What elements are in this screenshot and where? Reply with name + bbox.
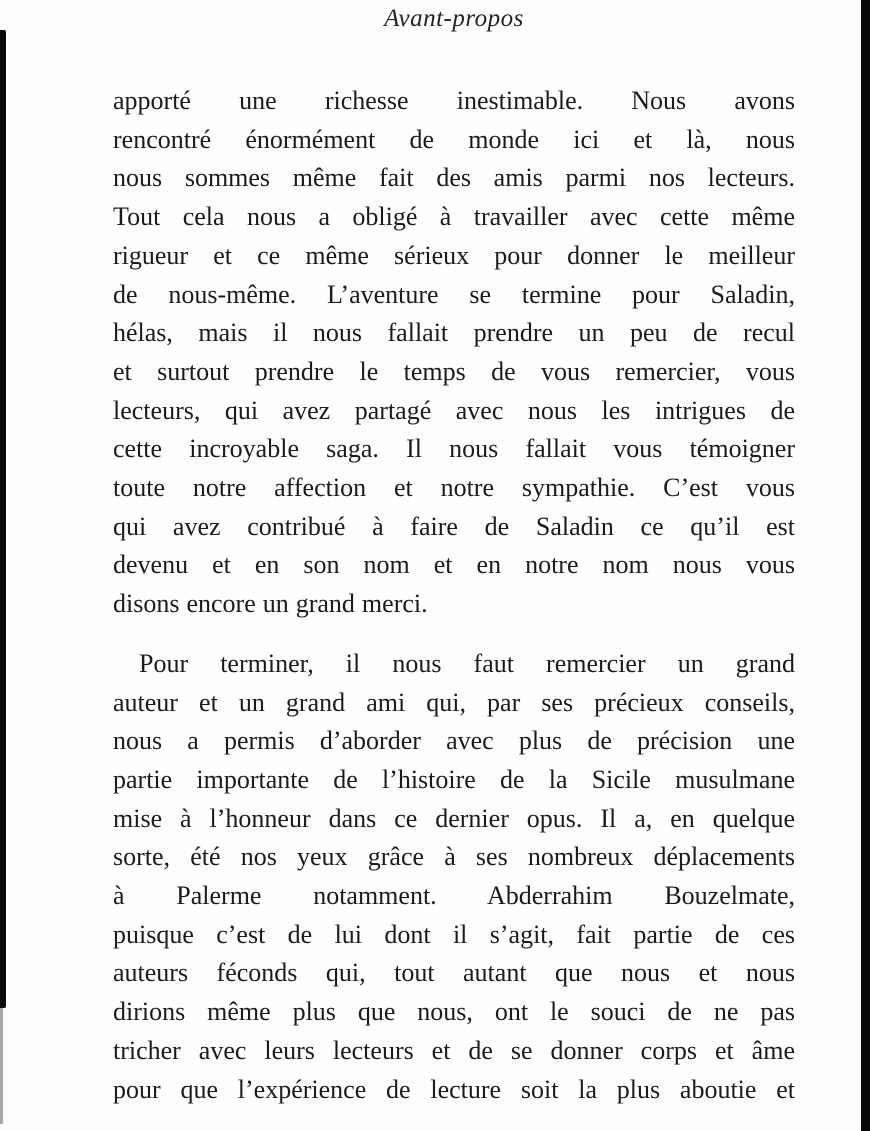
text-line: et surtout prendre le temps de vous remercier, vous	[113, 356, 795, 386]
text-line: de nous-même. L’aventure se termine pour Saladin,	[113, 279, 795, 309]
running-header: Avant-propos	[384, 5, 524, 32]
text-line: hélas, mais il nous fallait prendre un peu de recul	[113, 318, 795, 348]
text-line: à Palerme notamment. Abderrahim Bouzelmate,	[113, 881, 795, 911]
text-line: puisque c’est de lui dont il s’agit, fait partie de ces	[113, 919, 795, 949]
body-text	[113, 82, 795, 1109]
paragraph	[113, 82, 795, 624]
left-edge-scan-bar-fade	[0, 1008, 3, 1124]
left-edge-scan-bar	[0, 30, 6, 1008]
text-line: pour que l’expérience de lecture soit la plus aboutie et	[113, 1074, 795, 1104]
text-line: tricher avec leurs lecteurs et de se donner corps et âme	[113, 1035, 795, 1065]
text-line: disons encore un grand merci.	[113, 589, 428, 619]
right-edge-scan-bar	[861, 0, 870, 1131]
text-line: Tout cela nous a obligé à travailler avec cette même	[113, 202, 795, 232]
text-line: Pour terminer, il nous faut remercier un grand	[139, 648, 795, 678]
text-line: partie importante de l’histoire de la Sicile musulmane	[113, 764, 795, 794]
text-line: mise à l’honneur dans ce dernier opus. Il a, en quelque	[113, 803, 795, 833]
text-line: rencontré énormément de monde ici et là, nous	[113, 124, 795, 154]
text-line: toute notre affection et notre sympathie. C’est vous	[113, 473, 795, 503]
text-line: sorte, été nos yeux grâce à ses nombreux déplacements	[113, 842, 795, 872]
text-line: qui avez contribué à faire de Saladin ce qu’il est	[113, 511, 795, 541]
text-line: cette incroyable saga. Il nous fallait vous témoigner	[113, 434, 795, 464]
text-line: devenu et en son nom et en notre nom nous vous	[113, 550, 795, 580]
text-line: apporté une richesse inestimable. Nous avons	[113, 86, 795, 115]
text-line: auteurs féconds qui, tout autant que nous et nous	[113, 958, 795, 988]
text-line: nous sommes même fait des amis parmi nos lecteurs.	[113, 163, 795, 193]
text-line: auteur et un grand ami qui, par ses précieux conseils,	[113, 687, 795, 717]
text-line: lecteurs, qui avez partagé avec nous les intrigues de	[113, 395, 795, 425]
text-line: nous a permis d’aborder avec plus de précision une	[113, 726, 795, 756]
text-line: dirions même plus que nous, ont le souci de ne pas	[113, 997, 795, 1027]
text-line: rigueur et ce même sérieux pour donner le meilleur	[113, 240, 795, 270]
paragraph	[113, 645, 795, 1109]
